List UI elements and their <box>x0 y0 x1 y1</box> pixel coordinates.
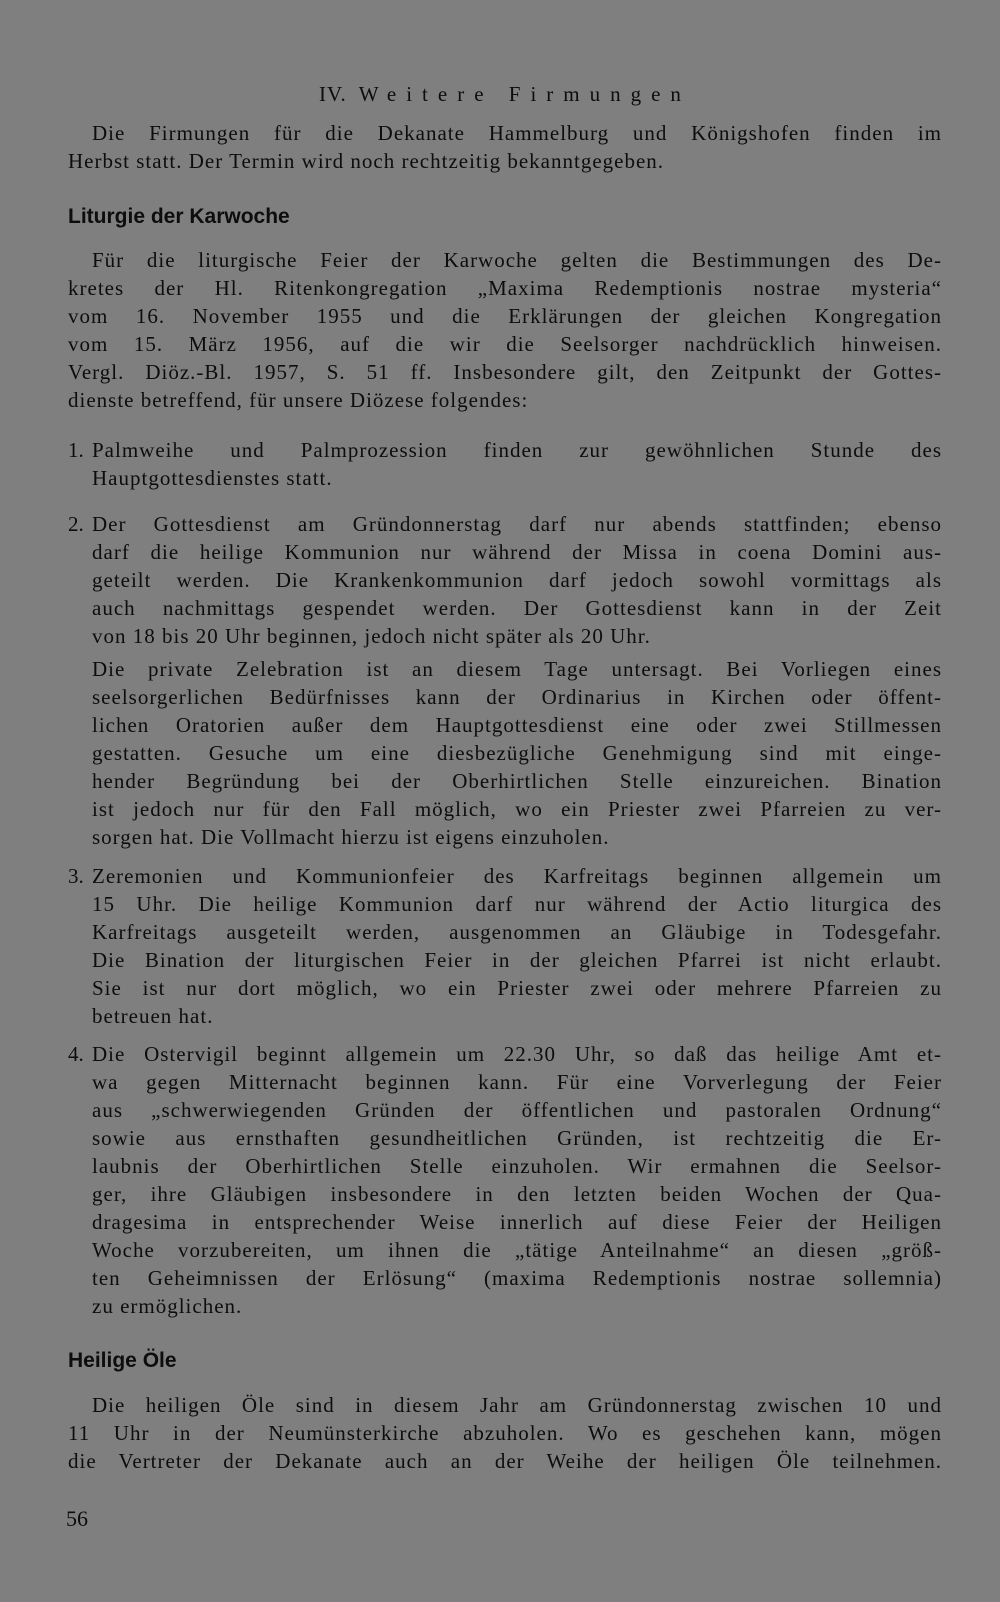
text-line: Die Firmungen für die Dekanate Hammelburg und Königshofen finden im <box>92 121 942 145</box>
text-line: Vergl. Diöz.-Bl. 1957, S. 51 ff. Insbesondere gilt, den Zeitpunkt der Gottes- <box>68 360 942 384</box>
text-line: betreuen hat. <box>92 1004 214 1028</box>
list-item-1 <box>68 436 942 492</box>
text-line: 11 Uhr in der Neumünsterkirche abzuholen. Wo es geschehen kann, mögen <box>68 1421 942 1445</box>
text-line: Palmweihe und Palmprozession finden zur gewöhnlichen Stunde des <box>92 438 942 462</box>
list-item-body <box>92 436 942 492</box>
list-item-3 <box>68 862 942 1030</box>
section-heading-heilige-oele: Heilige Öle <box>68 1349 177 1372</box>
text-line: Die private Zelebration ist an diesem Tage untersagt. Bei Vorliegen eines <box>92 657 942 681</box>
text-line: hender Begründung bei der Oberhirtlichen Stelle einzureichen. Bination <box>92 769 942 793</box>
text-line: Woche vorzubereiten, um ihnen die „tätige Anteilnahme“ an diesen „größ- <box>92 1238 942 1262</box>
text-line: ten Geheimnissen der Erlösung“ (maxima Redemptionis nostrae sollemnia) <box>92 1266 942 1290</box>
text-line: 15 Uhr. Die heilige Kommunion darf nur während der Actio liturgica des <box>92 892 942 916</box>
text-line: vom 16. November 1955 und die Erklärungen der gleichen Kongregation <box>68 304 942 328</box>
text-line: geteilt werden. Die Krankenkommunion darf jedoch sowohl vormittags als <box>92 568 942 592</box>
text-line: Hauptgottesdienstes statt. <box>92 466 333 490</box>
text-line: ist jedoch nur für den Fall möglich, wo ein Priester zwei Pfarreien zu ver- <box>92 797 942 821</box>
paragraph-liturgie-intro <box>68 246 942 414</box>
text-line: seelsorgerlichen Bedürfnisses kann der Ordinarius in Kirchen oder öffent- <box>92 685 942 709</box>
text-line: Die Ostervigil beginnt allgemein um 22.30 Uhr, so daß das heilige Amt et- <box>92 1042 942 1066</box>
text-line: Für die liturgische Feier der Karwoche gelten die Bestimmungen des De- <box>92 248 942 272</box>
text-line: Sie ist nur dort möglich, wo ein Priester zwei oder mehrere Pfarreien zu <box>92 976 942 1000</box>
text-line: die Vertreter der Dekanate auch an der Weihe der heiligen Öle teilnehmen. <box>68 1449 942 1473</box>
list-item-subparagraph <box>92 655 942 851</box>
text-line: ger, ihre Gläubigen insbesondere in den letzten beiden Wochen der Qua- <box>92 1182 942 1206</box>
text-line: Karfreitags ausgeteilt werden, ausgenommen an Gläubige in Todesgefahr. <box>92 920 942 944</box>
text-line: Herbst statt. Der Termin wird noch rechtzeitig bekanntgegeben. <box>68 149 665 173</box>
text-line: lichen Oratorien außer dem Hauptgottesdienst eine oder zwei Stillmessen <box>92 713 942 737</box>
list-item-body <box>92 1040 942 1320</box>
section-title: Weitere Firmungen <box>358 82 691 106</box>
list-item-number: 1. <box>68 438 84 462</box>
text-line: Die heiligen Öle sind in diesem Jahr am Gründonnerstag zwischen 10 und <box>92 1393 942 1417</box>
list-item-2 <box>68 510 942 851</box>
list-item-body <box>92 862 942 1030</box>
text-line: kretes der Hl. Ritenkongregation „Maxima Redemptionis nostrae mysteria“ <box>68 276 942 300</box>
text-line: zu ermöglichen. <box>92 1294 243 1318</box>
section-heading-liturgie: Liturgie der Karwoche <box>68 205 290 228</box>
text-line: sorgen hat. Die Vollmacht hierzu ist eigens einzuholen. <box>92 825 610 849</box>
list-item-number: 3. <box>68 864 84 888</box>
list-item-body <box>92 510 942 851</box>
text-line: darf die heilige Kommunion nur während der Missa in coena Domini aus- <box>92 540 942 564</box>
text-line: Zeremonien und Kommunionfeier des Karfreitags beginnen allgemein um <box>92 864 942 888</box>
text-line: dragesima in entsprechender Weise innerlich auf diese Feier der Heiligen <box>92 1210 942 1234</box>
section-number: IV. <box>319 82 347 106</box>
text-line: gestatten. Gesuche um eine diesbezügliche Genehmigung sind mit einge- <box>92 741 942 765</box>
list-item-number: 4. <box>68 1042 84 1066</box>
text-line: vom 15. März 1956, auf die wir die Seelsorger nachdrücklich hinweisen. <box>68 332 942 356</box>
list-item-number: 2. <box>68 512 84 536</box>
paragraph-heilige-oele <box>68 1391 942 1475</box>
text-line: wa gegen Mitternacht beginnen kann. Für eine Vorverlegung der Feier <box>92 1070 942 1094</box>
text-line: aus „schwerwiegenden Gründen der öffentlichen und pastoralen Ordnung“ <box>92 1098 942 1122</box>
text-line: Die Bination der liturgischen Feier in der gleichen Pfarrei ist nicht erlaubt. <box>92 948 942 972</box>
paragraph-firmungen <box>68 119 942 175</box>
text-line: laubnis der Oberhirtlichen Stelle einzuholen. Wir ermahnen die Seelsor- <box>92 1154 942 1178</box>
section-title-weitere-firmungen <box>0 80 1000 108</box>
text-line: sowie aus ernsthaften gesundheitlichen Gründen, ist rechtzeitig die Er- <box>92 1126 942 1150</box>
text-line: auch nachmittags gespendet werden. Der Gottesdienst kann in der Zeit <box>92 596 942 620</box>
list-item-4 <box>68 1040 942 1320</box>
text-line: von 18 bis 20 Uhr beginnen, jedoch nicht später als 20 Uhr. <box>92 624 651 648</box>
text-line: dienste betreffend, für unsere Diözese folgendes: <box>68 388 529 412</box>
text-line: Der Gottesdienst am Gründonnerstag darf nur abends stattfinden; ebenso <box>92 512 942 536</box>
page-number: 56 <box>66 1506 88 1531</box>
